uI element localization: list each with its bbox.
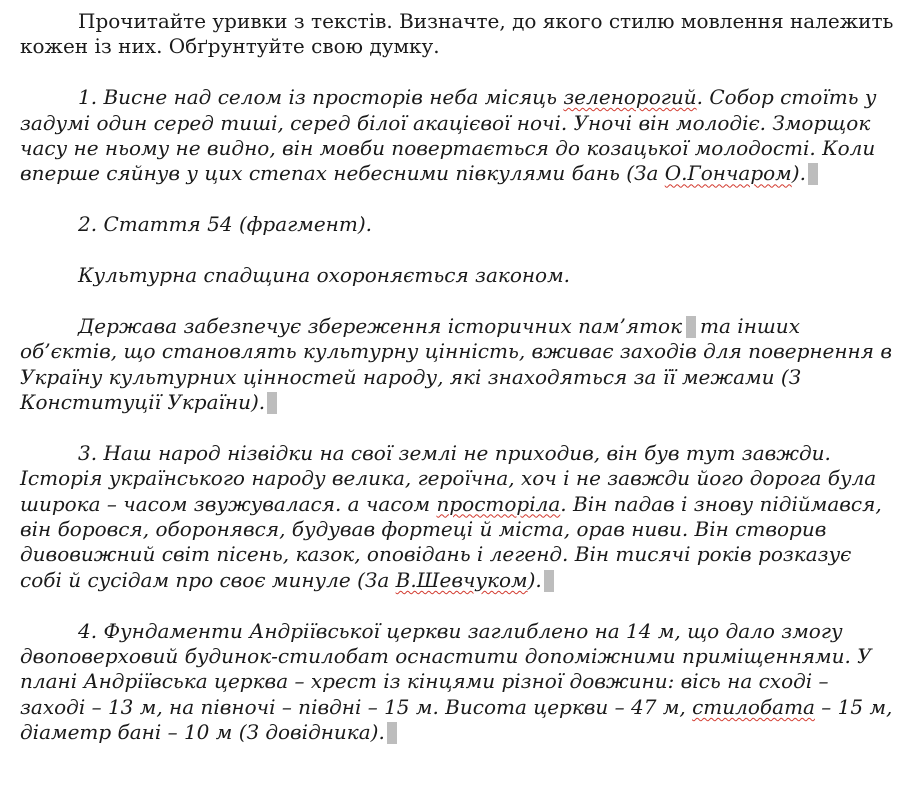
spelling-flag-word[interactable]: В.Шевчуком — [395, 567, 528, 592]
excerpt-2-heading: 2. Стаття 54 (фрагмент). — [78, 212, 372, 237]
excerpt-4-text-a: 4. Фундаменти Андріївської церкви заглиблено на 14 м, що дало змогу двоповерховий будинок-стилобат оснастити допоміжними приміщеннями. У плані Андріївська церква – хрест із кінцями різної довжини: вісь на сході – заході – 13 м, на півночі – півдні – 15 м. Висота церкви – 47 м, — [20, 618, 872, 719]
excerpt-2-body — [20, 314, 894, 416]
excerpt-2-text-a: Держава забезпечує збереження історичних пам’яток — [78, 313, 683, 338]
excerpt-1-text-b: . Собор стоїть у задумі один серед тиші, серед білої акацієвої ночі. Уночі він молодіє. Зморщок часу не ньому не видно, він мовби повертається до козацької молодості. Коли вперше сяйнув у цих степах небесними півкулями бань (За — [20, 85, 877, 186]
excerpt-4 — [20, 619, 894, 746]
excerpt-1-text-a: 1. Висне над селом із просторів неба місяць — [78, 85, 564, 110]
blank-line — [20, 60, 894, 85]
comment-marker[interactable] — [686, 316, 696, 338]
excerpt-3-text-b: . Він падав і знову підіймався, він боровся, оборонявся, будував фортеці й міста, орав ниви. Він створив дивовижний світ пісень, казок, оповідань і легенд. Він тисячі років розказує собі й сусідам про своє минуле (За — [20, 491, 882, 592]
spelling-flag-word[interactable]: зеленорогий — [563, 85, 697, 110]
spelling-flag-word[interactable]: просторіла — [436, 491, 561, 516]
comment-marker[interactable] — [267, 392, 277, 414]
excerpt-3-text-a: 3. Наш народ нізвідки на свої землі не приходив, він був тут завжди. Історія українського народу велика, героїчна, хоч і не завжди його дорога була широка – часом звужувалася. а часом — [20, 440, 877, 516]
excerpt-3 — [20, 441, 894, 593]
excerpt-1-text-c: ). — [791, 161, 806, 186]
spelling-flag-word[interactable]: стилобата — [692, 694, 815, 719]
spelling-flag-word[interactable]: О.Гончаром — [664, 161, 792, 186]
comment-marker[interactable] — [544, 570, 554, 592]
comment-marker[interactable] — [387, 722, 397, 744]
blank-line — [20, 593, 894, 618]
excerpt-2-text-b: та інших об’єктів, що становлять культурну цінність, вживає заходів для повернення в Україну культурних цінностей народу, які знаходяться за її межами (З Конституції України). — [20, 313, 892, 415]
blank-line — [20, 238, 894, 263]
task-instruction: Прочитайте уривки з текстів. Визначте, до якого стилю мовлення належить кожен із них. Обґрунтуйте свою думку. — [20, 9, 894, 59]
blank-line — [20, 415, 894, 440]
excerpt-4-text-b: – 15 м, діаметр бані – 10 м (З довідника). — [20, 694, 893, 745]
document-page — [20, 0, 894, 746]
comment-marker[interactable] — [808, 163, 818, 185]
blank-line — [20, 187, 894, 212]
excerpt-1 — [20, 85, 894, 187]
excerpt-3-text-c: ). — [527, 567, 542, 592]
excerpt-2-subheading: Культурна спадщина охороняється законом. — [78, 263, 571, 288]
blank-line — [20, 288, 894, 313]
